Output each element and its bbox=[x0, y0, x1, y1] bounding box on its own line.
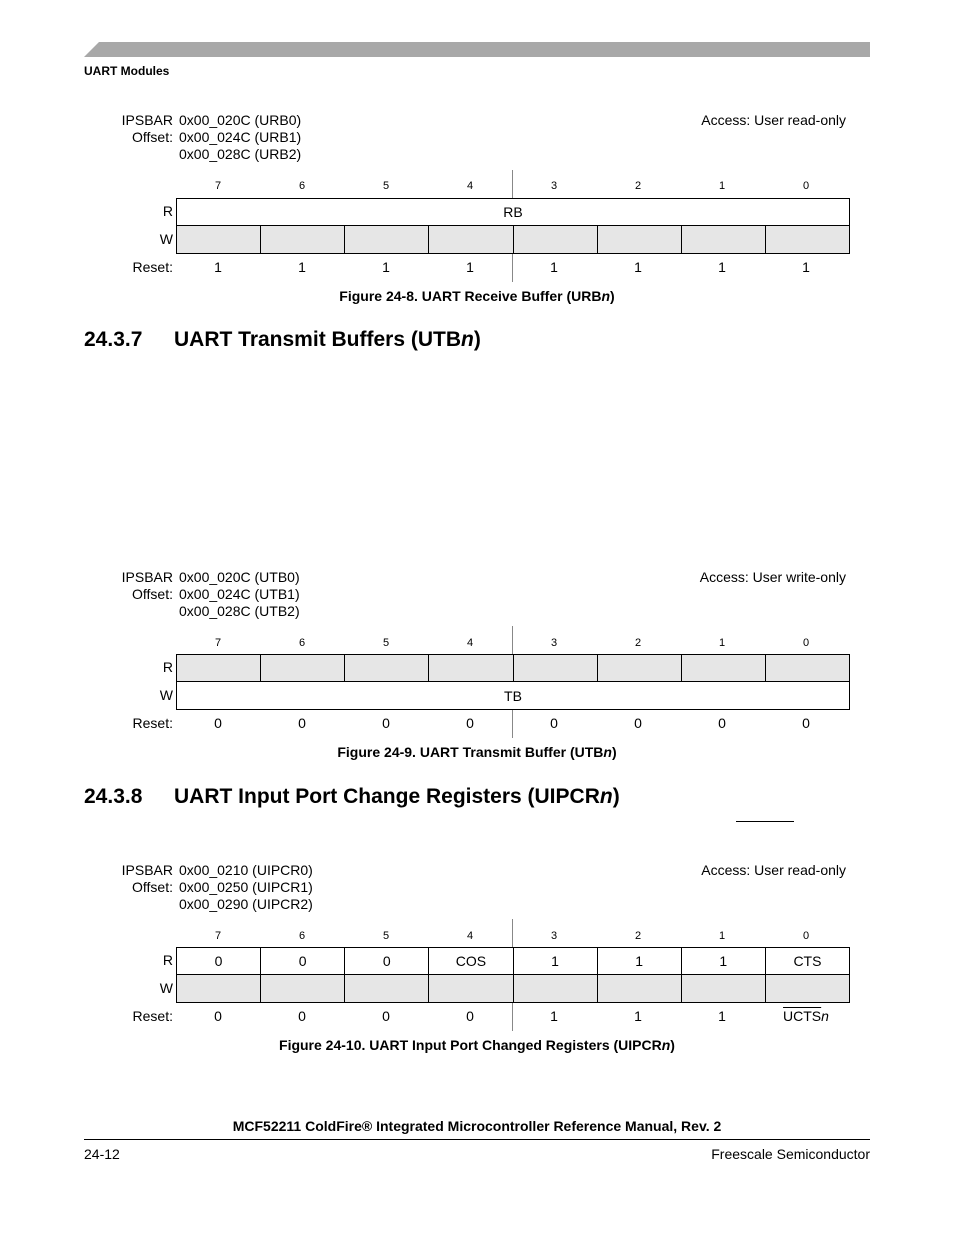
reset-value: 1 bbox=[550, 1008, 558, 1024]
reset-value: 0 bbox=[298, 1008, 306, 1024]
bit-number: 7 bbox=[214, 637, 222, 649]
footer-title: MCF52211 ColdFire® Integrated Microcontroller Reference Manual, Rev. 2 bbox=[232, 1118, 722, 1134]
field-bit-3: 1 bbox=[513, 948, 597, 974]
bit-number: 7 bbox=[214, 180, 222, 192]
reserved-cell bbox=[260, 975, 344, 1002]
reset-label: Reset: bbox=[132, 715, 173, 731]
reserved-cell bbox=[344, 975, 428, 1002]
reserved-cell bbox=[177, 226, 260, 253]
nibble-divider bbox=[512, 626, 513, 654]
reserved-cell bbox=[765, 226, 849, 253]
row-label-w: W bbox=[159, 980, 173, 996]
field-bit-5: 0 bbox=[344, 948, 428, 974]
address-1: 0x00_024C (UTB1) bbox=[179, 586, 300, 602]
field-bit-7: 0 bbox=[214, 953, 223, 969]
reset-value: 0 bbox=[298, 715, 306, 731]
bit-number: 5 bbox=[382, 930, 390, 942]
reset-value: 1 bbox=[298, 259, 306, 275]
write-row bbox=[176, 975, 850, 1003]
bit-number: 0 bbox=[802, 930, 810, 942]
reserved-cell bbox=[597, 226, 681, 253]
address-0: 0x00_020C (URB0) bbox=[179, 112, 302, 128]
nibble-divider bbox=[512, 170, 513, 198]
row-label-r: R bbox=[162, 952, 173, 968]
bit-number: 6 bbox=[298, 180, 306, 192]
reserved-cell bbox=[513, 655, 597, 681]
reserved-cell bbox=[765, 655, 849, 681]
reset-value: 1 bbox=[214, 259, 222, 275]
bit-numbers bbox=[176, 930, 850, 942]
bit-number: 5 bbox=[382, 637, 390, 649]
reset-values bbox=[176, 259, 850, 275]
ipsbar-label: IPSBAR bbox=[121, 862, 173, 878]
field-tb: TB bbox=[504, 687, 522, 704]
access-text: Access: User write-only bbox=[699, 569, 846, 585]
reset-value: 1 bbox=[550, 259, 558, 275]
reserved-cell bbox=[260, 226, 344, 253]
reserved-cell bbox=[428, 655, 512, 681]
overline-fragment bbox=[736, 821, 794, 822]
bit-number: 2 bbox=[634, 930, 642, 942]
reset-value: 0 bbox=[214, 1008, 222, 1024]
reset-value: 0 bbox=[466, 715, 474, 731]
bit-number: 6 bbox=[298, 637, 306, 649]
bit-number: 3 bbox=[550, 930, 558, 942]
bit-number: 4 bbox=[466, 637, 474, 649]
reserved-cell bbox=[428, 226, 512, 253]
read-row bbox=[176, 947, 850, 975]
bit-number: 2 bbox=[634, 180, 642, 192]
reserved-cell bbox=[260, 655, 344, 681]
bit-number: 1 bbox=[718, 180, 726, 192]
bit-number: 4 bbox=[466, 180, 474, 192]
reset-value: 1 bbox=[718, 259, 726, 275]
write-row bbox=[176, 682, 850, 710]
reserved-cell bbox=[344, 226, 428, 253]
reserved-cell bbox=[513, 975, 597, 1002]
bit-number: 0 bbox=[802, 637, 810, 649]
field-bit-6: 0 bbox=[260, 948, 344, 974]
reserved-cell bbox=[681, 226, 765, 253]
page-number: 24-12 bbox=[84, 1146, 120, 1162]
bit-number: 1 bbox=[718, 637, 726, 649]
field-bit-1: 1 bbox=[681, 948, 765, 974]
figure-caption: Figure 24-10. UART Input Port Changed Registers (UIPCRn) bbox=[279, 1037, 675, 1053]
bit-number: 5 bbox=[382, 180, 390, 192]
offset-label: Offset: bbox=[132, 129, 173, 145]
bit-number: 3 bbox=[550, 180, 558, 192]
ipsbar-label: IPSBAR bbox=[121, 112, 173, 128]
field-cos: COS bbox=[428, 948, 512, 974]
address-2: 0x00_0290 (UIPCR2) bbox=[179, 896, 313, 912]
row-label-w: W bbox=[159, 231, 173, 247]
address-2: 0x00_028C (UTB2) bbox=[179, 603, 300, 619]
address-2: 0x00_028C (URB2) bbox=[179, 146, 302, 162]
reset-value: 1 bbox=[466, 259, 474, 275]
ipsbar-label: IPSBAR bbox=[121, 569, 173, 585]
reserved-cell bbox=[681, 975, 765, 1002]
running-header: UART Modules bbox=[84, 64, 170, 78]
bit-number: 2 bbox=[634, 637, 642, 649]
section-heading-24-3-7: 24.3.7 UART Transmit Buffers (UTBn) bbox=[84, 328, 481, 351]
nibble-divider bbox=[512, 919, 513, 947]
reset-value: 1 bbox=[634, 259, 642, 275]
reserved-cell bbox=[344, 655, 428, 681]
reserved-cell bbox=[597, 975, 681, 1002]
section-heading-24-3-8: 24.3.8 UART Input Port Change Registers (UIPCRn) bbox=[84, 785, 620, 808]
field-bit-2: 1 bbox=[597, 948, 681, 974]
header-bar bbox=[84, 42, 870, 57]
bit-number: 3 bbox=[550, 637, 558, 649]
bit-number: 1 bbox=[718, 930, 726, 942]
row-label-r: R bbox=[162, 203, 173, 219]
read-row bbox=[176, 654, 850, 682]
address-1: 0x00_0250 (UIPCR1) bbox=[179, 879, 313, 895]
reserved-cell bbox=[765, 975, 849, 1002]
reserved-cell bbox=[177, 975, 260, 1002]
address-0: 0x00_0210 (UIPCR0) bbox=[179, 862, 313, 878]
bit-numbers bbox=[176, 637, 850, 649]
company-name: Freescale Semiconductor bbox=[711, 1146, 870, 1162]
bit-numbers bbox=[176, 180, 850, 192]
offset-label: Offset: bbox=[132, 586, 173, 602]
bit-number: 0 bbox=[802, 180, 810, 192]
bit-number: 7 bbox=[214, 930, 222, 942]
reserved-cell bbox=[513, 226, 597, 253]
read-row bbox=[176, 198, 850, 226]
reset-value: 0 bbox=[634, 715, 642, 731]
reset-value: 0 bbox=[214, 715, 222, 731]
reserved-cell bbox=[597, 655, 681, 681]
access-text: Access: User read-only bbox=[701, 112, 846, 128]
address-0: 0x00_020C (UTB0) bbox=[179, 569, 300, 585]
footer-rule bbox=[84, 1139, 870, 1140]
address-1: 0x00_024C (URB1) bbox=[179, 129, 302, 145]
reserved-cell bbox=[177, 655, 260, 681]
figure-caption: Figure 24-9. UART Transmit Buffer (UTBn) bbox=[337, 744, 617, 760]
reset-value: 1 bbox=[802, 259, 810, 275]
bit-number: 6 bbox=[298, 930, 306, 942]
access-text: Access: User read-only bbox=[701, 862, 846, 878]
reset-label: Reset: bbox=[132, 259, 173, 275]
figure-caption: Figure 24-8. UART Receive Buffer (URBn) bbox=[339, 288, 615, 304]
reset-value: 0 bbox=[382, 715, 390, 731]
reset-value: 1 bbox=[634, 1008, 642, 1024]
bit-number: 4 bbox=[466, 930, 474, 942]
reset-value: 0 bbox=[382, 1008, 390, 1024]
write-row bbox=[176, 226, 850, 254]
field-cts: CTS bbox=[765, 948, 849, 974]
reset-value: 1 bbox=[718, 1008, 726, 1024]
reserved-cell bbox=[428, 975, 512, 1002]
reset-value: 0 bbox=[550, 715, 558, 731]
offset-label: Offset: bbox=[132, 879, 173, 895]
reset-label: Reset: bbox=[132, 1008, 173, 1024]
reset-value: 0 bbox=[466, 1008, 474, 1024]
reset-value-ucts: UCTSn bbox=[783, 1008, 829, 1024]
reserved-cell bbox=[681, 655, 765, 681]
row-label-w: W bbox=[159, 687, 173, 703]
row-label-r: R bbox=[162, 659, 173, 675]
reset-value: 0 bbox=[802, 715, 810, 731]
reset-values bbox=[176, 1008, 850, 1024]
field-rb: RB bbox=[503, 204, 523, 220]
reset-values bbox=[176, 715, 850, 731]
reset-value: 1 bbox=[382, 259, 390, 275]
reset-value: 0 bbox=[718, 715, 726, 731]
